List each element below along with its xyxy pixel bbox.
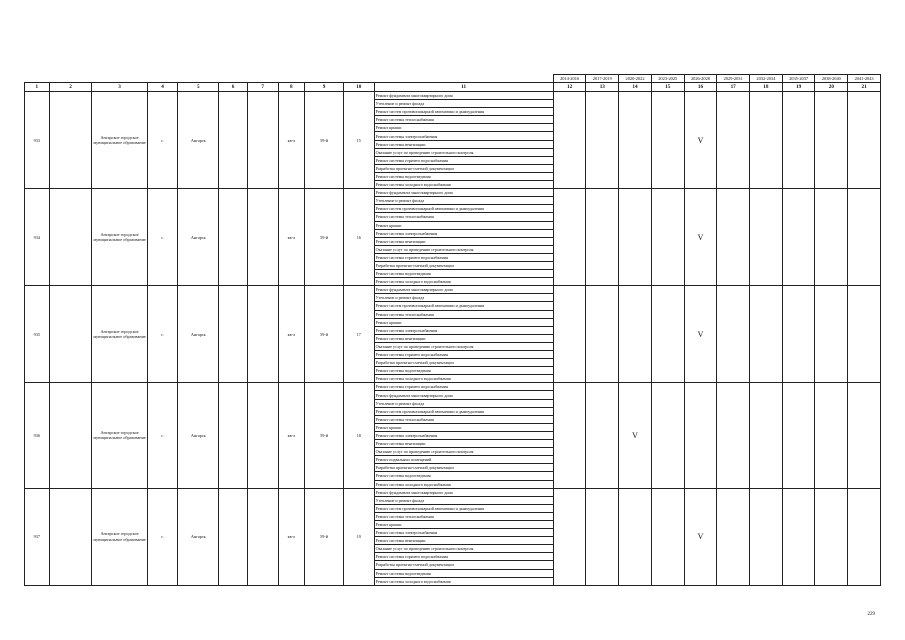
work-type-cell: Ремонт крыши — [374, 423, 553, 431]
work-type-cell: Ремонт крыши — [374, 221, 553, 229]
period-cell — [782, 189, 815, 286]
work-type-cell: Разработка проектно-сметной документации — [374, 359, 553, 367]
empty-cell — [247, 488, 278, 585]
period-cell — [717, 92, 750, 189]
work-type-cell: Ремонт системы вентиляции — [374, 537, 553, 545]
work-type-cell: Ремонт фундамента многоквартирного дома — [374, 189, 553, 197]
work-type-cell: Ремонт систем противопожарной автоматики и дымоудаления — [374, 504, 553, 512]
work-type-cell: Разработка проектно-сметной документации — [374, 164, 553, 172]
municipality-cell: Ангарское городское муниципальное образование — [92, 488, 147, 585]
work-type-cell: Ремонт системы водоотведения — [374, 270, 553, 278]
period-cell — [553, 92, 586, 189]
street-cell: 59-й — [305, 92, 344, 189]
period-cell — [553, 286, 586, 383]
work-type-cell: Утепление и ремонт фасада — [374, 399, 553, 407]
period-header-cell: 2041-2043 — [848, 75, 881, 83]
house-number-cell: 16 — [343, 189, 374, 286]
column-number-cell: 7 — [247, 83, 278, 92]
settlement-cell: Ангарск — [178, 189, 219, 286]
period-header-cell: 2038-2040 — [815, 75, 848, 83]
period-cell — [815, 286, 848, 383]
period-cell — [586, 488, 619, 585]
work-type-cell: Ремонт системы холодного водоснабжения — [374, 577, 553, 585]
work-type-cell: Ремонт системы холодного водоснабжения — [374, 480, 553, 488]
period-cell — [619, 488, 652, 585]
row-number-cell: 933 — [25, 92, 50, 189]
period-cell — [651, 189, 684, 286]
work-type-cell: Ремонт системы теплоснабжения — [374, 512, 553, 520]
period-cell — [619, 286, 652, 383]
period-cell — [815, 488, 848, 585]
empty-cell — [219, 189, 248, 286]
house-number-cell: 17 — [343, 286, 374, 383]
work-type-cell: Ремонт системы горячего водоснабжения — [374, 351, 553, 359]
period-header-cell: 2029-2031 — [717, 75, 750, 83]
work-type-cell: Ремонт системы водоотведения — [374, 472, 553, 480]
row-number-cell: 937 — [25, 488, 50, 585]
period-header-cell: 2020-2022 — [619, 75, 652, 83]
period-cell — [684, 383, 717, 488]
work-type-cell: Ремонт крыши — [374, 124, 553, 132]
settlement-type-cell: г. — [147, 383, 178, 488]
column-number-cell: 20 — [815, 83, 848, 92]
column-number-cell: 4 — [147, 83, 178, 92]
settlement-cell: Ангарск — [178, 383, 219, 488]
table-row — [25, 383, 881, 391]
municipality-cell: Ангарское городское муниципальное образование — [92, 383, 147, 488]
work-type-cell: Ремонт фундамента многоквартирного дома — [374, 391, 553, 399]
work-type-cell: Ремонт системы водоотведения — [374, 172, 553, 180]
empty-cell — [247, 189, 278, 286]
work-type-cell: Ремонт системы электроснабжения — [374, 431, 553, 439]
municipality-cell: Ангарское городское муниципальное образование — [92, 92, 147, 189]
period-mark-cell: V — [684, 488, 717, 585]
period-header-cell: 2017-2019 — [586, 75, 619, 83]
empty-cell — [49, 189, 92, 286]
column-number-cell: 21 — [848, 83, 881, 92]
period-cell — [782, 286, 815, 383]
empty-cell — [219, 286, 248, 383]
work-type-cell: Оказание услуг по проведению строительного контроля — [374, 342, 553, 350]
house-number-cell: 15 — [343, 92, 374, 189]
settlement-type-cell: г. — [147, 488, 178, 585]
period-cell — [651, 383, 684, 488]
work-type-cell: Ремонт системы вентиляции — [374, 237, 553, 245]
column-number-row — [25, 83, 881, 92]
column-number-cell: 1 — [25, 83, 50, 92]
period-mark-cell: V — [684, 189, 717, 286]
period-cell — [553, 488, 586, 585]
column-number-cell: 5 — [178, 83, 219, 92]
work-type-cell: Ремонт системы горячего водоснабжения — [374, 253, 553, 261]
settlement-cell: Ангарск — [178, 488, 219, 585]
work-type-cell: Ремонт системы вентиляции — [374, 440, 553, 448]
work-type-cell: Ремонт фундамента многоквартирного дома — [374, 92, 553, 100]
page-number: 229 — [867, 612, 875, 617]
street-cell: 59-й — [305, 189, 344, 286]
period-header-cell: 2032-2034 — [750, 75, 783, 83]
column-number-cell: 12 — [553, 83, 586, 92]
column-number-cell: 11 — [374, 83, 553, 92]
work-type-cell: Утепление и ремонт фасада — [374, 197, 553, 205]
column-number-cell: 6 — [219, 83, 248, 92]
empty-cell — [49, 286, 92, 383]
period-cell — [750, 286, 783, 383]
empty-cell — [49, 92, 92, 189]
period-cell — [651, 92, 684, 189]
period-cell — [815, 383, 848, 488]
period-mark-cell: V — [684, 92, 717, 189]
work-type-cell: Оказание услуг по проведению строительного контроля — [374, 448, 553, 456]
work-type-cell: Ремонт системы теплоснабжения — [374, 310, 553, 318]
row-number-cell: 934 — [25, 189, 50, 286]
empty-cell — [49, 383, 92, 488]
period-cell — [717, 383, 750, 488]
street-type-cell: кв-л — [278, 383, 305, 488]
period-cell — [848, 383, 881, 488]
settlement-type-cell: г. — [147, 92, 178, 189]
work-type-cell: Ремонт систем противопожарной автоматики и дымоудаления — [374, 302, 553, 310]
work-type-cell: Оказание услуг по проведению строительного контроля — [374, 148, 553, 156]
work-type-cell: Ремонт крыши — [374, 520, 553, 528]
work-type-cell: Ремонт системы электроснабжения — [374, 529, 553, 537]
table-row — [25, 488, 881, 496]
column-number-cell: 3 — [92, 83, 147, 92]
period-cell — [553, 189, 586, 286]
work-type-cell: Ремонт системы вентиляции — [374, 334, 553, 342]
empty-cell — [247, 383, 278, 488]
column-number-cell: 8 — [278, 83, 305, 92]
empty-cell — [219, 92, 248, 189]
work-type-cell: Ремонт систем противопожарной автоматики и дымоудаления — [374, 205, 553, 213]
column-number-cell: 10 — [343, 83, 374, 92]
street-cell: 59-й — [305, 488, 344, 585]
work-type-cell: Ремонт подвальных помещений — [374, 456, 553, 464]
table-row — [25, 286, 881, 294]
work-type-cell: Ремонт системы холодного водоснабжения — [374, 375, 553, 383]
work-type-cell: Ремонт системы холодного водоснабжения — [374, 181, 553, 189]
column-number-cell: 16 — [684, 83, 717, 92]
settlement-cell: Ангарск — [178, 92, 219, 189]
work-type-cell: Ремонт системы теплоснабжения — [374, 213, 553, 221]
column-number-cell: 15 — [651, 83, 684, 92]
column-number-cell: 17 — [717, 83, 750, 92]
column-number-cell: 2 — [49, 83, 92, 92]
house-number-cell: 18 — [343, 383, 374, 488]
work-type-cell: Ремонт системы горячего водоснабжения — [374, 383, 553, 391]
column-number-cell: 14 — [619, 83, 652, 92]
table-row — [25, 189, 881, 197]
street-type-cell: кв-л — [278, 189, 305, 286]
work-type-cell: Ремонт систем противопожарной автоматики и дымоудаления — [374, 407, 553, 415]
house-number-cell: 19 — [343, 488, 374, 585]
period-cell — [848, 189, 881, 286]
work-type-cell: Разработка проектно-сметной документации — [374, 464, 553, 472]
work-type-cell: Утепление и ремонт фасада — [374, 496, 553, 504]
municipality-cell: Ангарское городское муниципальное образование — [92, 286, 147, 383]
table-row — [25, 92, 881, 100]
period-cell — [717, 189, 750, 286]
column-number-cell: 19 — [782, 83, 815, 92]
settlement-type-cell: г. — [147, 189, 178, 286]
period-header-cell: 2014-2016 — [553, 75, 586, 83]
work-type-cell: Ремонт системы водоотведения — [374, 569, 553, 577]
municipality-cell: Ангарское городское муниципальное образование — [92, 189, 147, 286]
work-type-cell: Ремонт систем противопожарной автоматики и дымоудаления — [374, 108, 553, 116]
work-type-cell: Утепление и ремонт фасада — [374, 294, 553, 302]
period-header-cell: 2026-2028 — [684, 75, 717, 83]
work-type-cell: Разработка проектно-сметной документации — [374, 561, 553, 569]
empty-cell — [247, 92, 278, 189]
period-cell — [651, 488, 684, 585]
period-cell — [815, 189, 848, 286]
period-cell — [750, 92, 783, 189]
period-cell — [750, 383, 783, 488]
empty-cell — [219, 488, 248, 585]
street-type-cell: кв-л — [278, 488, 305, 585]
period-cell — [848, 286, 881, 383]
work-type-cell: Оказание услуг по проведению строительного контроля — [374, 245, 553, 253]
period-cell — [586, 383, 619, 488]
period-header-cell: 2035-2037 — [782, 75, 815, 83]
period-header-blank — [25, 75, 554, 83]
street-cell: 59-й — [305, 286, 344, 383]
period-cell — [782, 383, 815, 488]
work-type-cell: Разработка проектно-сметной документации — [374, 261, 553, 269]
period-cell — [586, 189, 619, 286]
work-type-cell: Ремонт системы холодного водоснабжения — [374, 278, 553, 286]
work-type-cell: Ремонт системы теплоснабжения — [374, 116, 553, 124]
period-mark-cell: V — [684, 286, 717, 383]
period-cell — [553, 383, 586, 488]
period-cell — [717, 488, 750, 585]
empty-cell — [49, 488, 92, 585]
work-type-cell: Ремонт системы электроснабжения — [374, 132, 553, 140]
work-type-cell: Ремонт системы водоотведения — [374, 367, 553, 375]
street-type-cell: кв-л — [278, 286, 305, 383]
period-cell — [586, 92, 619, 189]
empty-cell — [219, 383, 248, 488]
column-number-cell: 9 — [305, 83, 344, 92]
row-number-cell: 935 — [25, 286, 50, 383]
period-cell — [815, 92, 848, 189]
work-type-cell: Ремонт системы теплоснабжения — [374, 415, 553, 423]
work-type-cell: Ремонт системы горячего водоснабжения — [374, 553, 553, 561]
work-type-cell: Ремонт фундамента многоквартирного дома — [374, 488, 553, 496]
work-type-cell: Ремонт системы электроснабжения — [374, 229, 553, 237]
period-cell — [782, 92, 815, 189]
column-number-cell: 18 — [750, 83, 783, 92]
period-header-cell: 2023-2025 — [651, 75, 684, 83]
period-cell — [651, 286, 684, 383]
row-number-cell: 936 — [25, 383, 50, 488]
column-number-cell: 13 — [586, 83, 619, 92]
work-type-cell: Оказание услуг по проведению строительного контроля — [374, 545, 553, 553]
work-type-cell: Ремонт системы электроснабжения — [374, 326, 553, 334]
settlement-type-cell: г. — [147, 286, 178, 383]
period-cell — [717, 286, 750, 383]
work-type-cell: Ремонт системы горячего водоснабжения — [374, 156, 553, 164]
period-cell — [619, 92, 652, 189]
work-type-cell: Утепление и ремонт фасада — [374, 100, 553, 108]
period-cell — [750, 488, 783, 585]
work-type-cell: Ремонт крыши — [374, 318, 553, 326]
work-type-cell: Ремонт системы вентиляции — [374, 140, 553, 148]
period-cell — [848, 92, 881, 189]
period-header-row — [25, 75, 881, 83]
street-type-cell: кв-л — [278, 92, 305, 189]
period-mark-cell: V — [619, 383, 652, 488]
street-cell: 59-й — [305, 383, 344, 488]
period-cell — [586, 286, 619, 383]
settlement-cell: Ангарск — [178, 286, 219, 383]
work-type-cell: Ремонт фундамента многоквартирного дома — [374, 286, 553, 294]
capital-repair-schedule-table — [24, 74, 881, 586]
period-cell — [848, 488, 881, 585]
period-cell — [750, 189, 783, 286]
period-cell — [782, 488, 815, 585]
period-cell — [619, 189, 652, 286]
empty-cell — [247, 286, 278, 383]
